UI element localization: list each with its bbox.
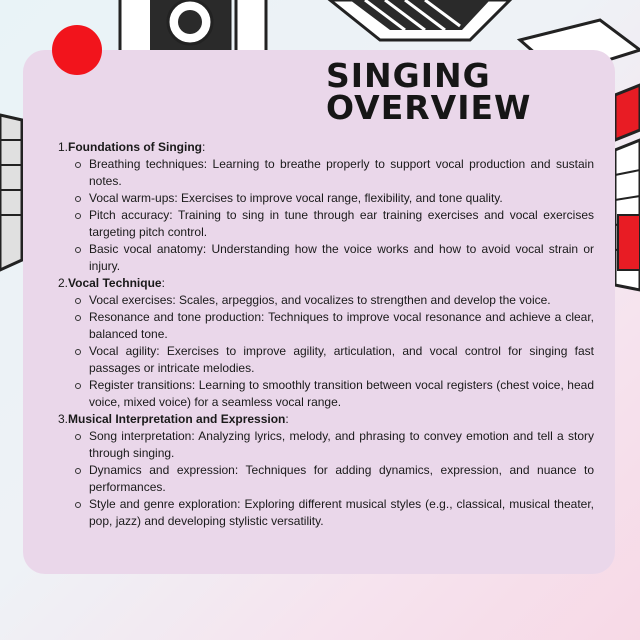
section-header: 1. Foundations of Singing: [58,140,206,154]
overview-outline [58,139,594,530]
section-items [58,428,594,530]
red-circle-decoration [52,25,102,75]
list-item: Dynamics and expression: Techniques for adding dynamics, expression, and nuance to performances. [89,463,594,494]
section-title: Foundations of Singing [68,140,202,154]
list-item: Breathing techniques: Learning to breathe properly to support vocal production and sustain notes. [89,157,594,188]
section-items [58,292,594,411]
list-item: Register transitions: Learning to smoothly transition between vocal registers (chest voice, head voice, mixed voice) for a seamless vocal range. [89,378,594,409]
title-line-1: SINGING [326,56,491,95]
list-item: Song interpretation: Analyzing lyrics, melody, and phrasing to convey emotion and tell a story through singing. [89,429,594,460]
list-item: Resonance and tone production: Techniques to improve vocal resonance and achieve a clear, balanced tone. [89,310,594,341]
section-header: 2. Vocal Technique: [58,276,165,290]
speaker-illustration [120,0,266,52]
section-title: Musical Interpretation and Expression [68,412,286,426]
list-item: Pitch accuracy: Training to sing in tune through ear training exercises and vocal exercises targeting pitch control. [89,208,594,239]
section-vocal-technique [58,275,594,411]
section-title: Vocal Technique [68,276,162,290]
section-foundations [58,139,594,275]
section-items [58,156,594,275]
page-title [326,56,532,127]
section-interpretation [58,411,594,530]
section-header: 3. Musical Interpretation and Expression: [58,412,289,426]
section-number: 3. [58,412,69,426]
list-item: Basic vocal anatomy: Understanding how the voice works and how to avoid vocal strain or injury. [89,242,594,273]
keyboard-illustration-right [615,85,640,290]
list-item: Vocal exercises: Scales, arpeggios, and vocalizes to strengthen and develop the voice. [89,292,594,309]
keyboard-illustration-left [0,115,22,270]
list-item: Vocal agility: Exercises to improve agility, articulation, and vocal control for singing fast passages or intricate melodies. [89,344,594,375]
section-number: 2. [58,276,69,290]
section-number: 1. [58,140,69,154]
list-item: Vocal warm-ups: Exercises to improve vocal range, flexibility, and tone quality. [89,190,594,207]
title-line-2: OVERVIEW [326,88,532,127]
list-item: Style and genre exploration: Exploring different musical styles (e.g., classical, musical theater, pop, jazz) and developing stylistic versatility. [89,497,594,528]
